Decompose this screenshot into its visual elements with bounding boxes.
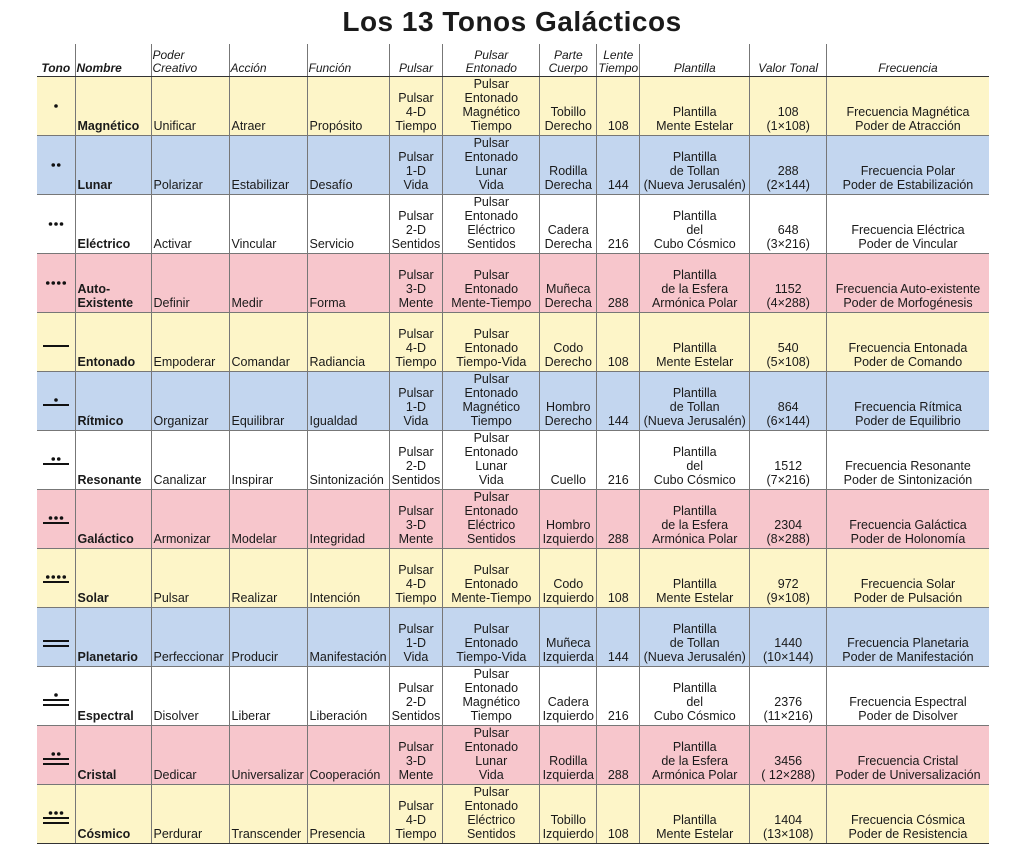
cell-tono	[37, 195, 75, 254]
cell-accion: Producir	[229, 608, 307, 667]
cell-pulsar-entonado: Pulsar Entonado Lunar Vida	[443, 136, 540, 195]
cell-pulsar: Pulsar 1-D Vida	[389, 136, 443, 195]
cell-nombre: Rítmico	[75, 372, 151, 431]
cell-pulsar-entonado: Pulsar Entonado Tiempo-Vida	[443, 313, 540, 372]
cell-tono	[37, 254, 75, 313]
cell-poder: Unificar	[151, 77, 229, 136]
tone-glyph-icon	[41, 624, 71, 650]
tone-bar	[43, 822, 69, 824]
tone-glyph-icon	[41, 683, 71, 709]
cell-accion: Comandar	[229, 313, 307, 372]
cell-accion: Liberar	[229, 667, 307, 726]
cell-accion: Modelar	[229, 490, 307, 549]
cell-lente-tiempo: 108	[597, 77, 640, 136]
tone-bar	[43, 581, 69, 583]
cell-funcion: Presencia	[307, 785, 389, 844]
cell-parte-cuerpo: Cadera Izquierdo	[540, 667, 597, 726]
cell-tono	[37, 726, 75, 785]
cell-nombre: Lunar	[75, 136, 151, 195]
header-tono: Tono	[37, 44, 75, 77]
cell-funcion: Radiancia	[307, 313, 389, 372]
cell-parte-cuerpo: Codo Derecho	[540, 313, 597, 372]
cell-parte-cuerpo: Muñeca Izquierda	[540, 608, 597, 667]
tone-bar	[43, 699, 69, 701]
table-row	[37, 77, 989, 136]
cell-accion: Vincular	[229, 195, 307, 254]
tone-glyph-icon	[41, 152, 71, 178]
tone-dot	[51, 752, 55, 756]
cell-pulsar-entonado: Pulsar Entonado Magnético Tiempo	[443, 77, 540, 136]
cell-plantilla: Plantilla de Tollan (Nueva Jerusalén)	[640, 608, 750, 667]
tone-dot	[48, 516, 52, 520]
tone-glyph-icon	[41, 270, 71, 296]
cell-valor-tonal: 864 (6×144)	[750, 372, 827, 431]
cell-lente-tiempo: 144	[597, 608, 640, 667]
cell-nombre: Entonado	[75, 313, 151, 372]
cell-nombre: Magnético	[75, 77, 151, 136]
tone-bar	[43, 817, 69, 819]
cell-nombre: Solar	[75, 549, 151, 608]
cell-lente-tiempo: 216	[597, 431, 640, 490]
cell-lente-tiempo: 108	[597, 785, 640, 844]
cell-plantilla: Plantilla Mente Estelar	[640, 785, 750, 844]
cell-funcion: Integridad	[307, 490, 389, 549]
cell-valor-tonal: 1440 (10×144)	[750, 608, 827, 667]
cell-lente-tiempo: 144	[597, 372, 640, 431]
cell-funcion: Propósito	[307, 77, 389, 136]
cell-pulsar-entonado: Pulsar Entonado Eléctrico Sentidos	[443, 490, 540, 549]
tone-glyph-icon	[41, 801, 71, 827]
cell-accion: Estabilizar	[229, 136, 307, 195]
header-nombre: Nombre	[75, 44, 151, 77]
cell-frecuencia: Frecuencia Resonante Poder de Sintonización	[827, 431, 989, 490]
table-row	[37, 785, 989, 844]
tone-dot	[46, 575, 50, 579]
cell-plantilla: Plantilla de la Esfera Armónica Polar	[640, 726, 750, 785]
cell-funcion: Manifestación	[307, 608, 389, 667]
cell-pulsar: Pulsar 1-D Vida	[389, 608, 443, 667]
cell-frecuencia: Frecuencia Solar Poder de Pulsación	[827, 549, 989, 608]
tone-dot	[54, 516, 58, 520]
table-row	[37, 136, 989, 195]
cell-nombre: Eléctrico	[75, 195, 151, 254]
cell-plantilla: Plantilla de Tollan (Nueva Jerusalén)	[640, 136, 750, 195]
tone-dot	[57, 457, 61, 461]
tone-dot	[51, 281, 55, 285]
cell-pulsar-entonado: Pulsar Entonado Lunar Vida	[443, 726, 540, 785]
cell-parte-cuerpo: Tobillo Izquierdo	[540, 785, 597, 844]
cell-tono	[37, 372, 75, 431]
tone-bar	[43, 522, 69, 524]
cell-tono	[37, 431, 75, 490]
cell-pulsar-entonado: Pulsar Entonado Eléctrico Sentidos	[443, 195, 540, 254]
cell-parte-cuerpo: Cuello	[540, 431, 597, 490]
cell-tono	[37, 549, 75, 608]
cell-frecuencia: Frecuencia Planetaria Poder de Manifestación	[827, 608, 989, 667]
tone-bar	[43, 404, 69, 406]
tone-bar	[43, 645, 69, 647]
cell-nombre: Cósmico	[75, 785, 151, 844]
cell-nombre: Espectral	[75, 667, 151, 726]
cell-lente-tiempo: 216	[597, 195, 640, 254]
cell-tono	[37, 667, 75, 726]
cell-funcion: Liberación	[307, 667, 389, 726]
cell-plantilla: Plantilla del Cubo Cósmico	[640, 667, 750, 726]
table-row	[37, 667, 989, 726]
cell-pulsar: Pulsar 2-D Sentidos	[389, 667, 443, 726]
cell-poder: Organizar	[151, 372, 229, 431]
cell-lente-tiempo: 144	[597, 136, 640, 195]
tone-bar	[43, 345, 69, 347]
table-row	[37, 254, 989, 313]
cell-poder: Disolver	[151, 667, 229, 726]
cell-valor-tonal: 648 (3×216)	[750, 195, 827, 254]
cell-pulsar-entonado: Pulsar Entonado Mente-Tiempo	[443, 254, 540, 313]
cell-valor-tonal: 108 (1×108)	[750, 77, 827, 136]
tone-glyph-icon	[41, 565, 71, 591]
cell-lente-tiempo: 288	[597, 726, 640, 785]
cell-pulsar-entonado: Pulsar Entonado Eléctrico Sentidos	[443, 785, 540, 844]
cell-parte-cuerpo: Hombro Derecho	[540, 372, 597, 431]
cell-frecuencia: Frecuencia Magnética Poder de Atracción	[827, 77, 989, 136]
cell-nombre: Resonante	[75, 431, 151, 490]
cell-valor-tonal: 2376 (11×216)	[750, 667, 827, 726]
tone-dot	[59, 222, 63, 226]
cell-lente-tiempo: 108	[597, 549, 640, 608]
cell-pulsar: Pulsar 3-D Mente	[389, 490, 443, 549]
cell-lente-tiempo: 288	[597, 254, 640, 313]
cell-poder: Perdurar	[151, 785, 229, 844]
cell-valor-tonal: 288 (2×144)	[750, 136, 827, 195]
cell-pulsar: Pulsar 2-D Sentidos	[389, 431, 443, 490]
cell-pulsar-entonado: Pulsar Entonado Mente-Tiempo	[443, 549, 540, 608]
tone-bar	[43, 758, 69, 760]
tone-dot	[54, 104, 58, 108]
cell-frecuencia: Frecuencia Cristal Poder de Universalización	[827, 726, 989, 785]
cell-pulsar-entonado: Pulsar Entonado Tiempo-Vida	[443, 608, 540, 667]
cell-plantilla: Plantilla del Cubo Cósmico	[640, 195, 750, 254]
cell-funcion: Forma	[307, 254, 389, 313]
cell-valor-tonal: 3456 ( 12×288)	[750, 726, 827, 785]
header-accion: Acción	[229, 44, 307, 77]
cell-pulsar: Pulsar 2-D Sentidos	[389, 195, 443, 254]
cell-plantilla: Plantilla de Tollan (Nueva Jerusalén)	[640, 372, 750, 431]
header-row	[37, 44, 989, 77]
tone-dot	[57, 281, 61, 285]
cell-frecuencia: Frecuencia Eléctrica Poder de Vincular	[827, 195, 989, 254]
cell-frecuencia: Frecuencia Cósmica Poder de Resistencia	[827, 785, 989, 844]
cell-valor-tonal: 2304 (8×288)	[750, 490, 827, 549]
cell-funcion: Cooperación	[307, 726, 389, 785]
cell-pulsar: Pulsar 3-D Mente	[389, 254, 443, 313]
tone-bar	[43, 763, 69, 765]
tone-dot	[59, 811, 63, 815]
tone-dot	[57, 752, 61, 756]
cell-plantilla: Plantilla del Cubo Cósmico	[640, 431, 750, 490]
cell-poder: Empoderar	[151, 313, 229, 372]
cell-tono	[37, 313, 75, 372]
tone-dot	[59, 516, 63, 520]
cell-pulsar-entonado: Pulsar Entonado Lunar Vida	[443, 431, 540, 490]
cell-poder: Canalizar	[151, 431, 229, 490]
tone-bar	[43, 640, 69, 642]
cell-plantilla: Plantilla Mente Estelar	[640, 77, 750, 136]
cell-nombre: Planetario	[75, 608, 151, 667]
cell-accion: Medir	[229, 254, 307, 313]
cell-parte-cuerpo: Hombro Izquierdo	[540, 490, 597, 549]
tone-dot	[57, 163, 61, 167]
cell-nombre: Auto- Existente	[75, 254, 151, 313]
header-pulsar: Pulsar	[389, 44, 443, 77]
header-frecuencia: Frecuencia	[827, 44, 989, 77]
tone-glyph-icon	[41, 329, 71, 355]
cell-funcion: Igualdad	[307, 372, 389, 431]
cell-frecuencia: Frecuencia Galáctica Poder de Holonomía	[827, 490, 989, 549]
cell-plantilla: Plantilla de la Esfera Armónica Polar	[640, 490, 750, 549]
cell-funcion: Desafío	[307, 136, 389, 195]
cell-tono	[37, 608, 75, 667]
table-row	[37, 431, 989, 490]
table-row	[37, 195, 989, 254]
cell-poder: Armonizar	[151, 490, 229, 549]
tone-dot	[46, 281, 50, 285]
tone-bar	[43, 463, 69, 465]
tone-glyph-icon	[41, 742, 71, 768]
tone-glyph-icon	[41, 447, 71, 473]
cell-tono	[37, 77, 75, 136]
tone-glyph-icon	[41, 93, 71, 119]
cell-valor-tonal: 1512 (7×216)	[750, 431, 827, 490]
tone-dot	[62, 281, 66, 285]
cell-parte-cuerpo: Rodilla Izquierda	[540, 726, 597, 785]
cell-nombre: Galáctico	[75, 490, 151, 549]
tone-dot	[48, 222, 52, 226]
cell-tono	[37, 136, 75, 195]
cell-tono	[37, 785, 75, 844]
cell-valor-tonal: 540 (5×108)	[750, 313, 827, 372]
cell-valor-tonal: 972 (9×108)	[750, 549, 827, 608]
tone-dot	[62, 575, 66, 579]
tone-bar	[43, 704, 69, 706]
page-title: Los 13 Tonos Galácticos	[342, 6, 682, 37]
header-funcion: Función	[307, 44, 389, 77]
header-valor-tonal: Valor Tonal	[750, 44, 827, 77]
cell-poder: Polarizar	[151, 136, 229, 195]
cell-pulsar: Pulsar 4-D Tiempo	[389, 549, 443, 608]
cell-valor-tonal: 1152 (4×288)	[750, 254, 827, 313]
cell-accion: Realizar	[229, 549, 307, 608]
cell-accion: Transcender	[229, 785, 307, 844]
tone-dot	[54, 398, 58, 402]
tone-glyph-icon	[41, 211, 71, 237]
header-pulsar-entonado: Pulsar Entonado	[443, 44, 540, 77]
header-poder: Poder Creativo	[151, 44, 229, 77]
cell-frecuencia: Frecuencia Rítmica Poder de Equilibrio	[827, 372, 989, 431]
cell-frecuencia: Frecuencia Espectral Poder de Disolver	[827, 667, 989, 726]
cell-tono	[37, 490, 75, 549]
cell-pulsar: Pulsar 4-D Tiempo	[389, 77, 443, 136]
tone-glyph-icon	[41, 388, 71, 414]
cell-accion: Universalizar	[229, 726, 307, 785]
cell-lente-tiempo: 288	[597, 490, 640, 549]
header-plantilla: Plantilla	[640, 44, 750, 77]
cell-pulsar: Pulsar 1-D Vida	[389, 372, 443, 431]
cell-parte-cuerpo: Rodilla Derecha	[540, 136, 597, 195]
table-body	[37, 77, 989, 844]
tone-dot	[54, 811, 58, 815]
cell-lente-tiempo: 108	[597, 313, 640, 372]
tone-dot	[51, 575, 55, 579]
cell-funcion: Servicio	[307, 195, 389, 254]
cell-funcion: Intención	[307, 549, 389, 608]
cell-poder: Dedicar	[151, 726, 229, 785]
cell-parte-cuerpo: Cadera Derecha	[540, 195, 597, 254]
tones-table	[37, 44, 989, 844]
header-parte-cuerpo: Parte Cuerpo	[540, 44, 597, 77]
table-row	[37, 549, 989, 608]
cell-frecuencia: Frecuencia Entonada Poder de Comando	[827, 313, 989, 372]
cell-frecuencia: Frecuencia Auto-existente Poder de Morfogénesis	[827, 254, 989, 313]
tone-dot	[54, 222, 58, 226]
cell-frecuencia: Frecuencia Polar Poder de Estabilización	[827, 136, 989, 195]
cell-parte-cuerpo: Codo Izquierdo	[540, 549, 597, 608]
header-lente-tiempo: Lente Tiempo	[597, 44, 640, 77]
cell-pulsar: Pulsar 4-D Tiempo	[389, 785, 443, 844]
table-row	[37, 372, 989, 431]
cell-accion: Inspirar	[229, 431, 307, 490]
cell-plantilla: Plantilla Mente Estelar	[640, 549, 750, 608]
cell-poder: Activar	[151, 195, 229, 254]
cell-poder: Pulsar	[151, 549, 229, 608]
table-row	[37, 608, 989, 667]
cell-plantilla: Plantilla de la Esfera Armónica Polar	[640, 254, 750, 313]
cell-pulsar: Pulsar 4-D Tiempo	[389, 313, 443, 372]
cell-lente-tiempo: 216	[597, 667, 640, 726]
cell-funcion: Sintonización	[307, 431, 389, 490]
tone-dot	[51, 163, 55, 167]
cell-parte-cuerpo: Muñeca Derecha	[540, 254, 597, 313]
cell-parte-cuerpo: Tobillo Derecho	[540, 77, 597, 136]
tone-dot	[48, 811, 52, 815]
table-row	[37, 726, 989, 785]
tone-dot	[54, 693, 58, 697]
cell-poder: Perfeccionar	[151, 608, 229, 667]
tone-dot	[51, 457, 55, 461]
cell-poder: Definir	[151, 254, 229, 313]
cell-valor-tonal: 1404 (13×108)	[750, 785, 827, 844]
cell-accion: Atraer	[229, 77, 307, 136]
cell-nombre: Cristal	[75, 726, 151, 785]
cell-plantilla: Plantilla Mente Estelar	[640, 313, 750, 372]
cell-pulsar: Pulsar 3-D Mente	[389, 726, 443, 785]
cell-pulsar-entonado: Pulsar Entonado Magnético Tiempo	[443, 372, 540, 431]
cell-accion: Equilibrar	[229, 372, 307, 431]
tone-glyph-icon	[41, 506, 71, 532]
cell-pulsar-entonado: Pulsar Entonado Magnético Tiempo	[443, 667, 540, 726]
table-row	[37, 490, 989, 549]
table-row	[37, 313, 989, 372]
tone-dot	[57, 575, 61, 579]
